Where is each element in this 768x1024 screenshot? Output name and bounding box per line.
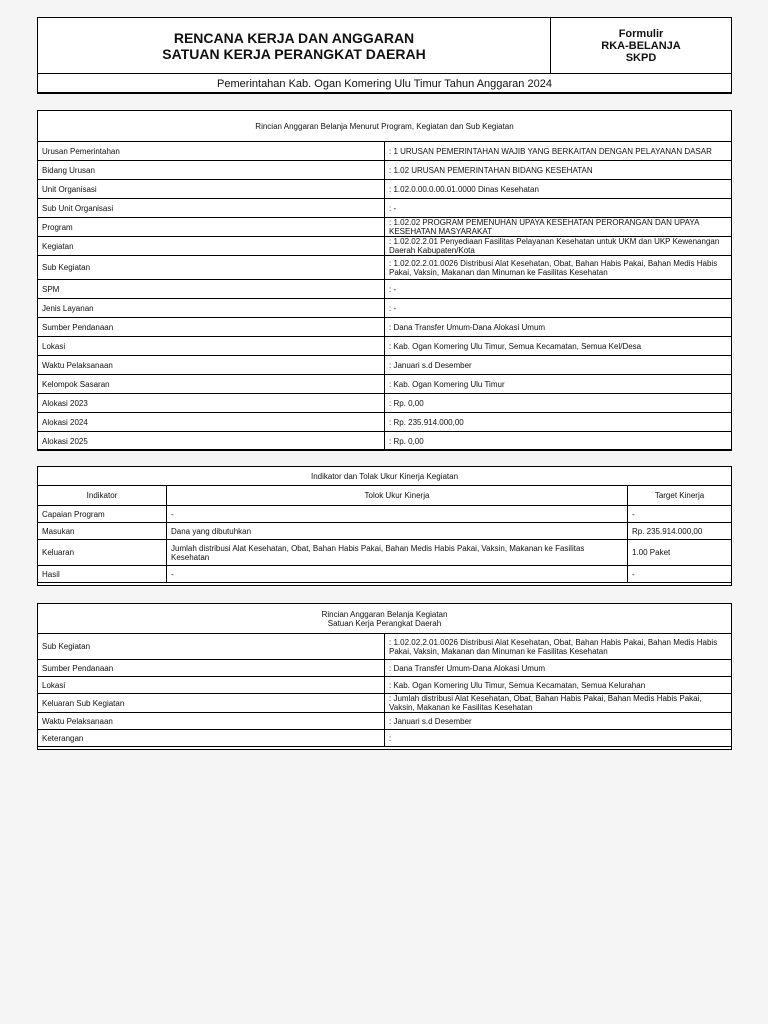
table-row: [38, 318, 732, 337]
field-value: : 1.02.02.2.01.0026 Distribusi Alat Kesehatan, Obat, Bahan Habis Pakai, Bahan Medis Habis Pakai, Vaksin, Makanan dan Minuman ke Fasilitas Kesehatan: [385, 634, 732, 660]
field-value: : Rp. 0,00: [385, 394, 732, 413]
rincian-title: Rincian Anggaran Belanja Menurut Program, Kegiatan dan Sub Kegiatan: [38, 111, 732, 142]
field-label: Urusan Pemerintahan: [38, 142, 385, 161]
field-value: : Kab. Ogan Komering Ulu Timur, Semua Kecamatan, Semua Kelurahan: [385, 677, 732, 694]
field-label: Keterangan: [38, 730, 385, 747]
table-row: [38, 413, 732, 432]
field-label: Unit Organisasi: [38, 180, 385, 199]
tolok-ukur-cell: Jumlah distribusi Alat Kesehatan, Obat, Bahan Habis Pakai, Bahan Medis Habis Pakai, Vaksin, Makanan ke Fasilitas Kesehatan: [167, 540, 628, 566]
table-row: [38, 356, 732, 375]
field-value: : 1.02.02 PROGRAM PEMENUHAN UPAYA KESEHATAN PERORANGAN DAN UPAYA KESEHATAN MASYARAKAT: [385, 218, 732, 237]
tolok-ukur-cell: -: [167, 506, 628, 523]
table-row: [38, 730, 732, 747]
table-row: [38, 218, 732, 237]
table-row: [38, 660, 732, 677]
field-label: Waktu Pelaksanaan: [38, 713, 385, 730]
field-value: : Rp. 235.914.000,00: [385, 413, 732, 432]
field-value: : 1.02 URUSAN PEMERINTAHAN BIDANG KESEHATAN: [385, 161, 732, 180]
field-value: : Januari s.d Desember: [385, 356, 732, 375]
table-row: [38, 142, 732, 161]
table-row: [38, 375, 732, 394]
table-row: [38, 506, 732, 523]
rincian-kegiatan-title: [38, 604, 732, 634]
field-label: Jenis Layanan: [38, 299, 385, 318]
field-value: : Januari s.d Desember: [385, 713, 732, 730]
field-label: Program: [38, 218, 385, 237]
table-row: [38, 713, 732, 730]
field-label: Lokasi: [38, 337, 385, 356]
tolok-ukur-cell: Dana yang dibutuhkan: [167, 523, 628, 540]
field-value: : 1 URUSAN PEMERINTAHAN WAJIB YANG BERKAITAN DENGAN PELAYANAN DASAR: [385, 142, 732, 161]
field-label: Sub Kegiatan: [38, 634, 385, 660]
tolok-ukur-cell: -: [167, 566, 628, 583]
table-row: [38, 432, 732, 451]
table-row: [38, 180, 732, 199]
document-title: [38, 18, 551, 74]
field-value: : 1.02.02.2.01 Penyediaan Fasilitas Pelayanan Kesehatan untuk UKM dan UKP Kewenangan Daerah Kabupaten/Kota: [385, 237, 732, 256]
table-row: [38, 634, 732, 660]
table-row: [38, 566, 732, 583]
form-code: [551, 18, 732, 74]
table-row: [38, 677, 732, 694]
rincian-anggaran-block: [37, 110, 732, 450]
field-value: : Rp. 0,00: [385, 432, 732, 451]
table-row: [38, 299, 732, 318]
table-row: [38, 394, 732, 413]
table-row: [38, 280, 732, 299]
field-label: Keluaran Sub Kegiatan: [38, 694, 385, 713]
table-row: [38, 237, 732, 256]
field-value: : -: [385, 299, 732, 318]
title-line-2: SATUAN KERJA PERANGKAT DAERAH: [162, 45, 426, 62]
indikator-block: [37, 466, 732, 586]
target-cell: -: [627, 566, 731, 583]
table-row: [38, 694, 732, 713]
field-value: : Dana Transfer Umum-Dana Alokasi Umum: [385, 318, 732, 337]
title-line-1: RENCANA KERJA DAN ANGGARAN: [173, 29, 415, 46]
field-value: : Kab. Ogan Komering Ulu Timur: [385, 375, 732, 394]
field-label: Alokasi 2023: [38, 394, 385, 413]
form-line-1: Formulir: [618, 27, 664, 40]
table-row: [38, 199, 732, 218]
form-line-3: SKPD: [625, 51, 657, 64]
field-value: : 1.02.02.2.01.0026 Distribusi Alat Kesehatan, Obat, Bahan Habis Pakai, Bahan Medis Habis Pakai, Vaksin, Makanan dan Minuman ke Fasilitas Kesehatan: [385, 256, 732, 280]
indikator-cell: Keluaran: [38, 540, 167, 566]
indikator-title: Indikator dan Tolak Ukur Kinerja Kegiatan: [38, 467, 732, 486]
table-row: [38, 256, 732, 280]
field-label: SPM: [38, 280, 385, 299]
field-label: Alokasi 2025: [38, 432, 385, 451]
field-value: : -: [385, 199, 732, 218]
table-row: [38, 540, 732, 566]
table-row: [38, 337, 732, 356]
field-value: : -: [385, 280, 732, 299]
field-label: Kegiatan: [38, 237, 385, 256]
field-value: : Kab. Ogan Komering Ulu Timur, Semua Kecamatan, Semua Kel/Desa: [385, 337, 732, 356]
header-block: [37, 17, 732, 93]
col-header-tolok-ukur: Tolok Ukur Kinerja: [167, 486, 628, 506]
col-header-target: Target Kinerja: [627, 486, 731, 506]
table-row: [38, 523, 732, 540]
table-row: [38, 161, 732, 180]
target-cell: -: [627, 506, 731, 523]
col-header-indikator: Indikator: [38, 486, 167, 506]
field-label: Sumber Pendanaan: [38, 660, 385, 677]
rincian-kegiatan-title-1: Rincian Anggaran Belanja Kegiatan: [321, 609, 448, 619]
field-value: :: [385, 730, 732, 747]
field-label: Lokasi: [38, 677, 385, 694]
form-line-2: RKA-BELANJA: [601, 39, 681, 52]
field-label: Sub Unit Organisasi: [38, 199, 385, 218]
field-label: Bidang Urusan: [38, 161, 385, 180]
field-value: : Dana Transfer Umum-Dana Alokasi Umum: [385, 660, 732, 677]
field-label: Sub Kegiatan: [38, 256, 385, 280]
field-label: Waktu Pelaksanaan: [38, 356, 385, 375]
field-value: : 1.02.0.00.0.00.01.0000 Dinas Kesehatan: [385, 180, 732, 199]
indikator-cell: Hasil: [38, 566, 167, 583]
document-subtitle: Pemerintahan Kab. Ogan Komering Ulu Timur Tahun Anggaran 2024: [38, 74, 732, 94]
indikator-cell: Capaian Program: [38, 506, 167, 523]
field-label: Alokasi 2024: [38, 413, 385, 432]
rincian-kegiatan-title-2: Satuan Kerja Perangkat Daerah: [327, 618, 442, 628]
field-label: Kelompok Sasaran: [38, 375, 385, 394]
field-label: Sumber Pendanaan: [38, 318, 385, 337]
indikator-cell: Masukan: [38, 523, 167, 540]
target-cell: 1.00 Paket: [627, 540, 731, 566]
target-cell: Rp. 235.914.000,00: [627, 523, 731, 540]
field-value: : Jumlah distribusi Alat Kesehatan, Obat, Bahan Habis Pakai, Bahan Medis Habis Pakai, Vaksin, Makanan ke Fasilitas Kesehatan: [385, 694, 732, 713]
rincian-kegiatan-block: [37, 603, 732, 750]
